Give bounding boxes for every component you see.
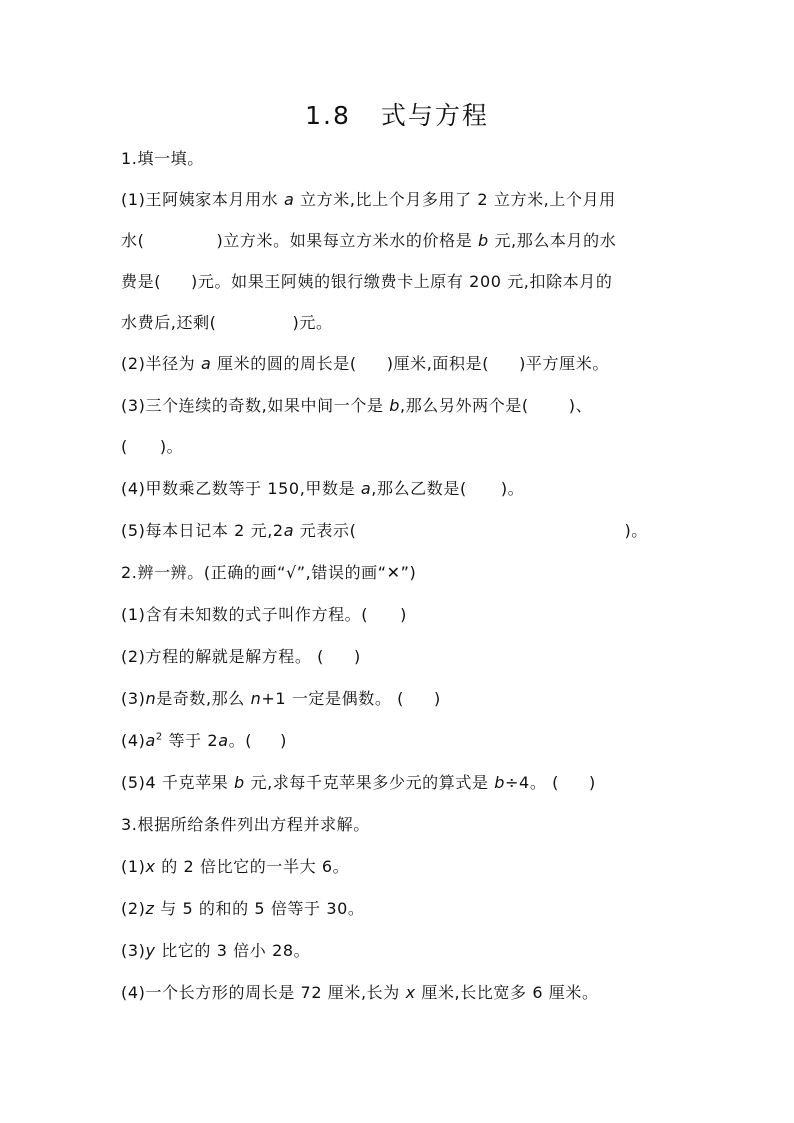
- text: 元,求每千克苹果多少元的算式是: [250, 773, 489, 792]
- text: 。(: [228, 731, 253, 750]
- title-number: 1.8: [305, 101, 351, 130]
- s1-q1-line1: [121, 189, 616, 211]
- s3-q3: [121, 940, 310, 962]
- s1-q3-line1: [121, 395, 592, 417]
- variable: z: [145, 899, 155, 918]
- s3-q1: [121, 856, 349, 878]
- s1-q3-line2: [121, 436, 183, 458]
- text: 元表示(: [299, 521, 357, 540]
- text: )。: [159, 437, 184, 456]
- text: (1)王阿姨家本月用水: [121, 190, 279, 209]
- text: (5)每本日记本 2 元,2: [121, 521, 284, 540]
- variable: a: [283, 190, 295, 209]
- variable: b: [494, 773, 506, 792]
- section-1-heading: 1.填一填。: [121, 149, 204, 168]
- text: (1)含有未知数的式子叫作方程。(: [121, 605, 369, 624]
- text: )平方厘米。: [519, 354, 609, 373]
- s3-q4: [121, 982, 599, 1004]
- text: )。: [500, 479, 525, 498]
- s1-q1-line2: [121, 230, 616, 252]
- text: +1 一定是偶数。 (: [261, 689, 404, 708]
- s2-q3: [121, 688, 441, 710]
- text: (2)半径为: [121, 354, 196, 373]
- variable: b: [389, 396, 401, 415]
- variable: a: [283, 521, 295, 540]
- variable: y: [145, 941, 156, 960]
- s2-q5: [121, 772, 596, 794]
- text: ): [354, 647, 361, 666]
- s2-q1: [121, 604, 407, 626]
- text: )立方米。如果每立方米水的价格是: [216, 231, 473, 250]
- variable: a: [360, 479, 372, 498]
- variable: a: [145, 731, 156, 750]
- text: 厘米,长比宽多 6 厘米。: [421, 983, 599, 1002]
- s1-q2: [121, 353, 609, 375]
- s1-q4: [121, 478, 524, 500]
- text: (3)三个连续的奇数,如果中间一个是: [121, 396, 384, 415]
- text: 费是(: [121, 272, 162, 291]
- s2-q2: [121, 646, 361, 668]
- text: 立方米,比上个月多用了 2 立方米,上个月用: [300, 190, 616, 209]
- section-3-heading: 3.根据所给条件列出方程并求解。: [121, 815, 370, 834]
- text: )。: [624, 521, 648, 540]
- text: 与 5 的和的 5 倍等于 30。: [160, 899, 365, 918]
- page-title: [0, 96, 794, 132]
- text: (5)4 千克苹果: [121, 773, 229, 792]
- text: (4): [121, 731, 146, 750]
- text: (4)甲数乘乙数等于 150,甲数是: [121, 479, 356, 498]
- text: ): [400, 605, 407, 624]
- text: 的 2 倍比它的一半大 6。: [161, 857, 350, 876]
- title-text: 式与方程: [380, 101, 489, 130]
- text: 是奇数,那么: [156, 689, 245, 708]
- text: ,那么另外两个是(: [400, 396, 529, 415]
- text: )元。如果王阿姨的银行缴费卡上原有 200 元,扣除本月的: [191, 272, 613, 291]
- variable: n: [145, 689, 157, 708]
- text: 水费后,还剩(: [121, 313, 217, 332]
- text: )厘米,面积是(: [386, 354, 490, 373]
- variable: a: [200, 354, 212, 373]
- variable: b: [234, 773, 245, 792]
- s3-q2: [121, 898, 365, 920]
- text: (: [121, 437, 128, 456]
- exponent: 2: [155, 731, 163, 743]
- variable: n: [250, 689, 262, 708]
- text: 水(: [121, 231, 145, 250]
- s1-q1-line4: [121, 312, 333, 334]
- variable: x: [405, 983, 416, 1002]
- text: ): [433, 689, 441, 708]
- text: (3): [121, 941, 146, 960]
- variable: x: [145, 857, 156, 876]
- text: 等于 2: [168, 731, 219, 750]
- text: 比它的 3 倍小 28。: [161, 941, 311, 960]
- text: ÷4。 (: [505, 773, 559, 792]
- section-2-heading: 2.辨一辨。(正确的画“√”,错误的画“✕”): [121, 563, 417, 582]
- text: ,那么乙数是(: [371, 479, 467, 498]
- text: 厘米的圆的周长是(: [217, 354, 357, 373]
- text: (2)方程的解就是解方程。 (: [121, 647, 324, 666]
- text: 元,那么本月的水: [494, 231, 617, 250]
- text: )、: [568, 396, 593, 415]
- s1-q1-line3: [121, 271, 613, 293]
- text: ): [280, 731, 287, 750]
- text: (4)一个长方形的周长是 72 厘米,长为: [121, 983, 400, 1002]
- text: (2): [121, 899, 146, 918]
- text: (1): [121, 857, 146, 876]
- s2-q4: [121, 730, 287, 752]
- text: (3): [121, 689, 146, 708]
- text: ): [588, 773, 596, 792]
- variable: a: [218, 731, 229, 750]
- text: )元。: [292, 313, 333, 332]
- variable: b: [477, 231, 489, 250]
- s1-q5: [121, 520, 648, 542]
